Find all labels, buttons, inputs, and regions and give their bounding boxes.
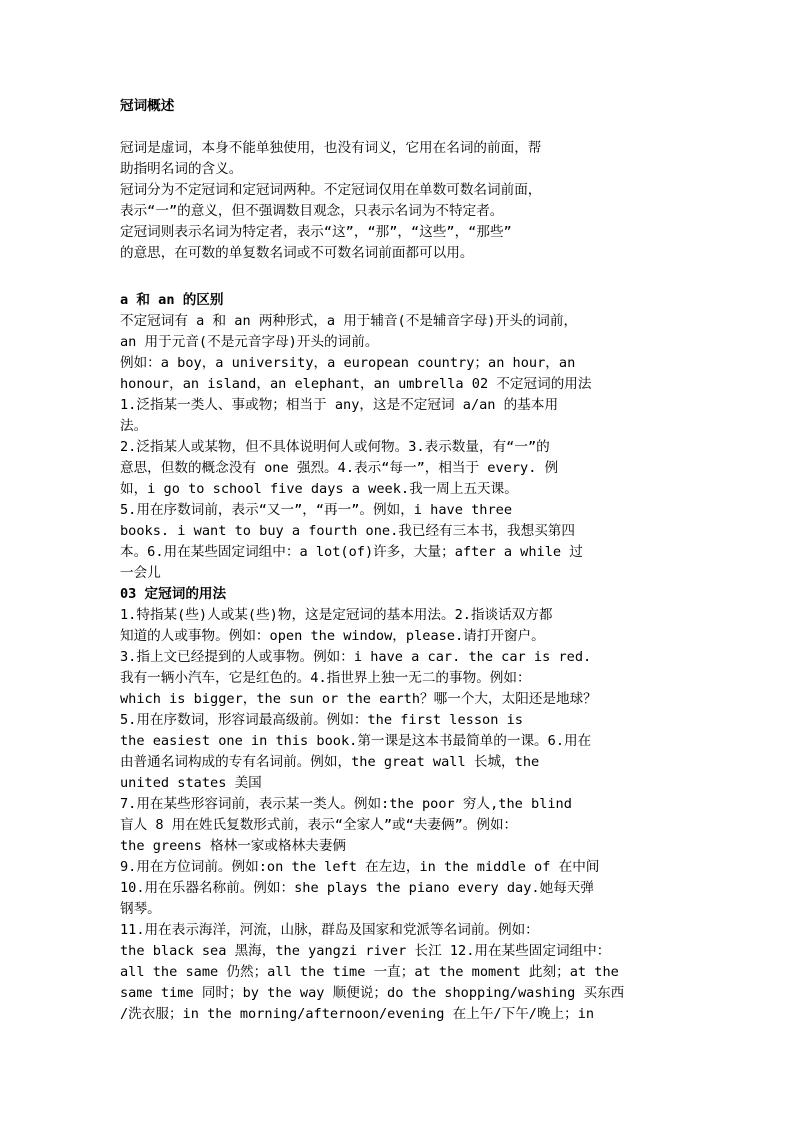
paragraph-line: honour，an island，an elephant，an umbrella 02 不定冠词的用法 [120, 376, 592, 392]
paragraph-line: 7.用在某些形容词前，表示某一类人。例如:the poor 穷人,the blind [120, 796, 572, 812]
section-heading: 03 定冠词的用法 [120, 586, 227, 602]
paragraph-line: the easiest one in this book.第一课是这本书最简单的一课。6.用在 [120, 733, 592, 749]
paragraph-line: 意思，但数的概念没有 one 强烈。4.表示“每一”，相当于 every. 例 [120, 460, 559, 476]
paragraph-line: 2.泛指某人或某物，但不具体说明何人或何物。3.表示数量，有“一”的 [120, 439, 550, 455]
paragraph-line: /洗衣服；in the morning/afternoon/evening 在上午/下午/晚上；in [120, 1006, 595, 1022]
paragraph-line: 助指明名词的含义。 [120, 161, 243, 177]
doc-title: 冠词概述 [120, 98, 175, 114]
paragraph-line: 如，i go to school five days a week.我一周上五天课。 [120, 481, 518, 497]
paragraph-line: which is bigger，the sun or the earth？哪一个大，太阳还是地球？ [120, 691, 597, 707]
paragraph-line: 1.特指某(些)人或某(些)物，这是定冠词的基本用法。2.指谈话双方都 [120, 607, 553, 623]
paragraph-line: 表示“一”的意义，但不强调数目观念，只表示名词为不特定者。 [120, 203, 504, 219]
paragraph-line: 5.用在序数词前，表示“又一”，“再一”。例如，i have three [120, 502, 513, 518]
paragraph-line: 不定冠词有 a 和 an 两种形式，a 用于辅音(不是辅音字母)开头的词前， [120, 313, 578, 329]
paragraph-line: 我有一辆小汽车，它是红色的。4.指世界上独一无二的事物。例如： [120, 670, 531, 686]
section-heading: a 和 an 的区别 [120, 292, 224, 308]
paragraph-line: the black sea 黑海，the yangzi river 长江 12.用在某些固定词组中： [120, 943, 611, 959]
paragraph-line: 知道的人或事物。例如：open the window，please.请打开窗户。 [120, 628, 545, 644]
paragraph-line: 由普通名词构成的专有名词前。例如，the great wall 长城，the [120, 754, 540, 770]
paragraph-line: united states 美国 [120, 775, 262, 791]
paragraph-line: all the same 仍然；all the time 一直；at the moment 此刻；at the [120, 964, 619, 980]
paragraph-line: 本。6.用在某些固定词组中：a lot(of)许多，大量；after a while 过 [120, 544, 583, 560]
paragraph-line: 法。 [120, 418, 148, 434]
paragraph-line: 1.泛指某一类人、事或物；相当于 any，这是不定冠词 a/an 的基本用 [120, 397, 559, 413]
paragraph-line: books. i want to buy a fourth one.我已经有三本书，我想买第四 [120, 523, 575, 539]
paragraph-line: 定冠词则表示名词为特定者，表示“这”，“那”，“这些”，“那些” [120, 224, 512, 240]
paragraph-line: 9.用在方位词前。例如:on the left 在左边，in the middle of 在中间 [120, 859, 600, 875]
paragraph-line: 盲人 8 用在姓氏复数形式前，表示“全家人”或“夫妻俩”。例如： [120, 817, 518, 833]
paragraph-line: the greens 格林一家或格林夫妻俩 [120, 838, 346, 854]
paragraph-line: 冠词分为不定冠词和定冠词两种。不定冠词仅用在单数可数名词前面， [120, 182, 542, 198]
paragraph-line: 钢琴。 [120, 901, 161, 917]
paragraph-line: 5.用在序数词，形容词最高级前。例如：the first lesson is [120, 712, 523, 728]
paragraph-line: 冠词是虚词，本身不能单独使用，也没有词义，它用在名词的前面，帮 [120, 140, 542, 156]
paragraph-line: 例如：a boy，a university，a european country；an hour，an [120, 355, 576, 371]
paragraph-line: same time 同时；by the way 顺便说；do the shopping/washing 买东西 [120, 985, 625, 1001]
paragraph-line: 10.用在乐器名称前。例如：she plays the piano every day.她每天弹 [120, 880, 594, 896]
paragraph-line: 的意思，在可数的单复数名词或不可数名词前面都可以用。 [120, 245, 474, 261]
paragraph-line: an 用于元音(不是元音字母)开头的词前。 [120, 334, 379, 350]
paragraph-line: 一会儿 [120, 565, 161, 581]
paragraph-line: 3.指上文已经提到的人或事物。例如：i have a car. the car is red. [120, 649, 592, 665]
paragraph-line: 11.用在表示海洋，河流，山脉，群岛及国家和党派等名词前。例如： [120, 922, 539, 938]
